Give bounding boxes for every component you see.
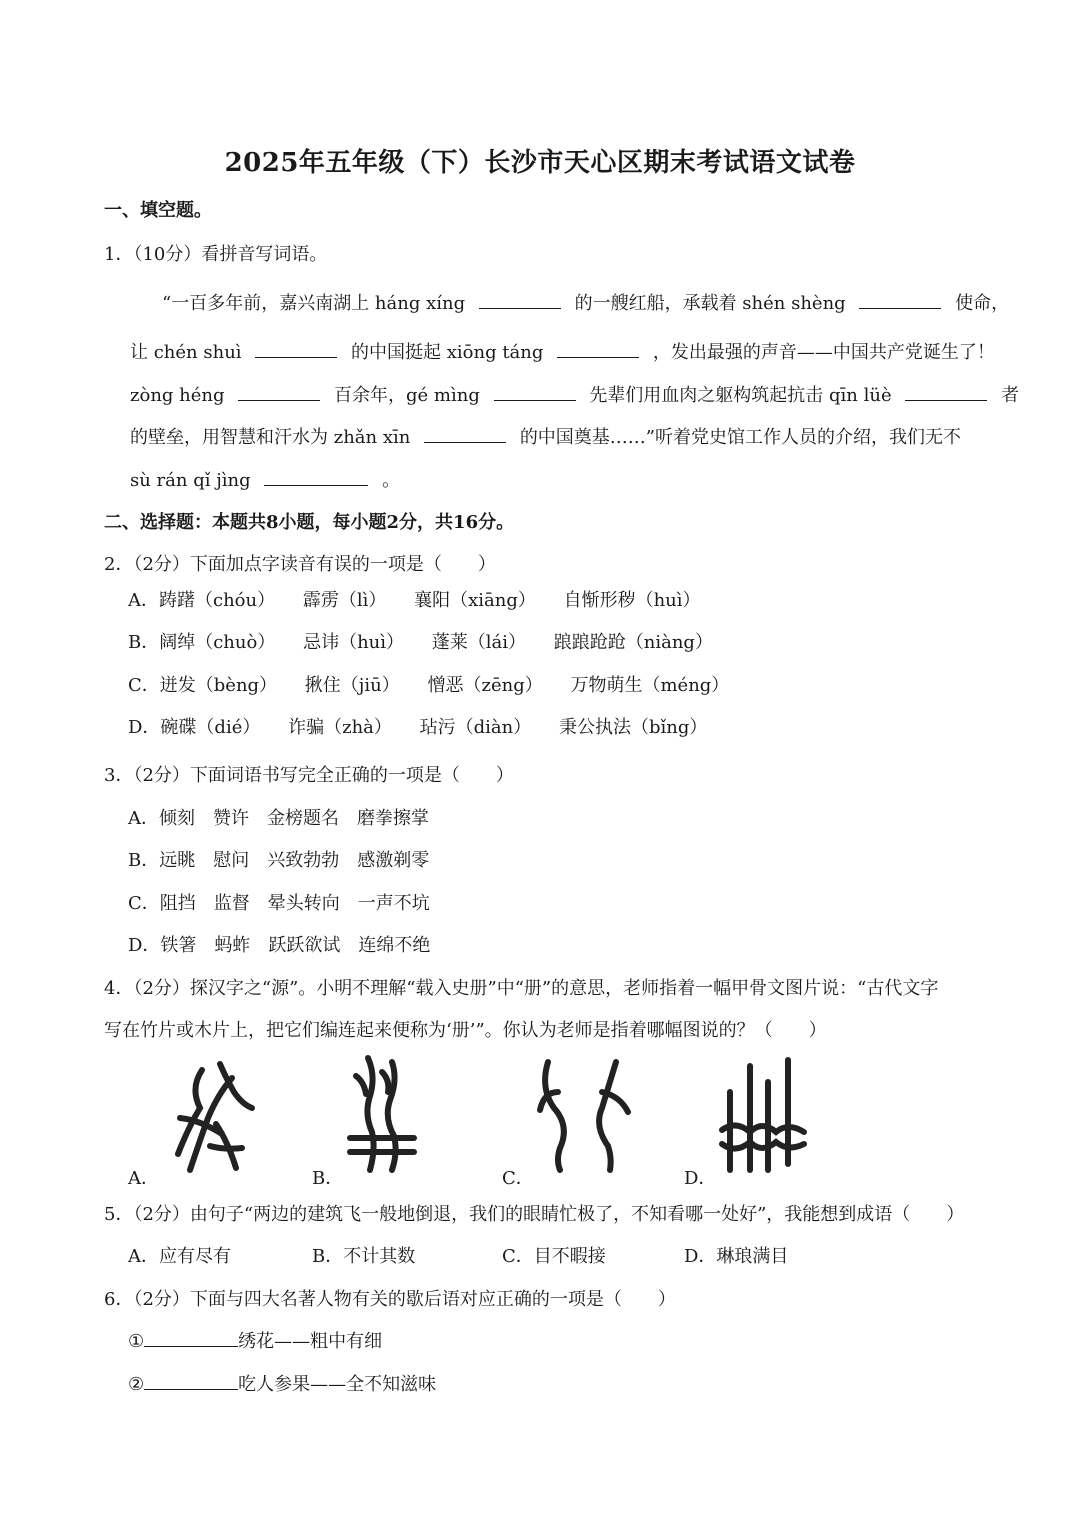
q2-c-item: 揪住（jiū） [304,675,400,696]
q1-line-1 [162,289,1009,315]
q1-text: 先辈们用血肉之躯构筑起抗击 qīn lüè [589,385,892,406]
q2-b-item: 踉踉跄跄（niàng） [553,632,713,653]
answer-blank[interactable] [424,441,506,443]
q2-a-item: 自惭形秽（huì） [563,590,701,611]
q2-b-item: 忌讳（huì） [303,632,405,653]
oracle-glyph-c[interactable] [530,1052,640,1174]
q1-text: 。 [382,470,401,491]
answer-blank[interactable] [238,399,320,401]
section-heading-fill: 一、填空题。 [104,200,212,221]
q1-line-5 [130,466,400,492]
q2-heading: 2．（2分）下面加点字读音有误的一项是（ ） [104,554,496,575]
q1-text: 的中国挺起 xiōng táng [351,342,544,363]
q3-option-c[interactable]: C．阻挡 监督 晕头转向 一声不坑 [128,893,430,914]
q5-option-c[interactable]: C．目不暇接 [502,1246,606,1267]
answer-blank[interactable] [479,307,561,309]
answer-blank[interactable] [144,1345,238,1347]
section-heading-choice: 二、选择题：本题共8小题，每小题2分，共16分。 [104,512,515,533]
q6-item-2 [128,1370,436,1396]
answer-blank[interactable] [144,1388,238,1390]
q2-d-item: 玷污（diàn） [419,717,532,738]
q3-option-a[interactable]: A．倾刻 赞许 金榜题名 磨拳擦掌 [128,808,429,829]
q6-item-number: ① [128,1331,145,1352]
q3-option-d[interactable]: D．铁箸 蚂蚱 跃跃欲试 连绵不绝 [128,935,431,956]
q2-c-item: 万物萌生（méng） [570,675,730,696]
q1-text: ，发出最强的声音——中国共产党诞生了！ [652,342,995,363]
q2-option-b[interactable] [128,628,735,654]
q5-option-d[interactable]: D．琳琅满目 [684,1246,789,1267]
answer-blank[interactable] [905,399,987,401]
q1-text: zòng héng [130,385,225,406]
q1-text: 让 chén shuì [130,342,242,363]
q1-heading: 1．（10分）看拼音写词语。 [104,244,328,265]
answer-blank[interactable] [557,356,639,358]
page-title: 2025年五年级（下）长沙市天心区期末考试语文试卷 [224,148,856,178]
q5-option-a[interactable]: A．应有尽有 [128,1246,231,1267]
q4-line-1: 4．（2分）探汉字之“源”。小明不理解“载入史册”中“册”的意思，老师指着一幅甲骨文图片说：“古代文字 [104,978,939,999]
q1-line-4 [130,423,961,449]
q4-option-b-label[interactable]: B． [312,1168,344,1189]
answer-blank[interactable] [859,307,941,309]
q1-text: 的壁垒，用智慧和汗水为 zhǎn xīn [130,427,411,448]
q4-option-a-label[interactable]: A． [128,1168,159,1189]
q1-text: 者 [1001,385,1020,406]
q4-line-2: 写在竹片或木片上，把它们编连起来便称为‘册’”。你认为老师是指着哪幅图说的？（ ） [104,1020,827,1041]
oracle-glyph-d[interactable] [716,1052,812,1174]
q1-text: “一百多年前，嘉兴南湖上 háng xíng [162,293,466,314]
q1-text: 的中国奠基……”听着党史馆工作人员的介绍，我们无不 [519,427,962,448]
q2-a-item: 霹雳（lì） [302,590,387,611]
answer-blank[interactable] [255,356,337,358]
q2-b-item: B．阔绰（chuò） [128,632,276,653]
q6-heading: 6．（2分）下面与四大名著人物有关的歇后语对应正确的一项是（ ） [104,1289,676,1310]
q2-d-item: 诈骗（zhà） [288,717,392,738]
q1-text: 百余年，gé mìng [334,385,480,406]
oracle-glyph-a[interactable] [160,1058,260,1176]
q2-option-a[interactable] [128,586,723,612]
q6-item-text: 绣花——粗中有细 [238,1331,383,1352]
q6-item-1 [128,1327,382,1353]
answer-blank[interactable] [494,399,576,401]
q2-a-item: 襄阳（xiāng） [414,590,536,611]
q2-option-d[interactable] [128,713,729,739]
q1-line-3 [130,381,1019,407]
q1-text: 使命， [955,293,1010,314]
answer-blank[interactable] [264,484,368,486]
q2-b-item: 蓬莱（lái） [431,632,527,653]
q2-d-item: 秉公执法（bǐng） [559,717,708,738]
q5-option-b[interactable]: B．不计其数 [312,1246,416,1267]
q4-option-d-label[interactable]: D． [684,1168,717,1189]
q2-d-item: D．碗碟（dié） [128,717,261,738]
q6-item-text: 吃人参果——全不知滋味 [238,1374,437,1395]
q2-c-item: 憎恶（zēng） [427,675,543,696]
oracle-glyph-b[interactable] [342,1052,422,1174]
q2-c-item: C．迸发（bèng） [128,675,278,696]
q1-line-2 [130,338,995,364]
q2-a-item: A．踌躇（chóu） [128,590,276,611]
q1-text: sù rán qǐ jìng [130,470,251,491]
q4-option-c-label[interactable]: C． [502,1168,534,1189]
q6-item-number: ② [128,1374,145,1395]
q2-option-c[interactable] [128,671,751,697]
q3-option-b[interactable]: B．远眺 慰问 兴致勃勃 感激剃零 [128,850,430,871]
q1-text: 的一艘红船，承载着 shén shèng [574,293,846,314]
q3-heading: 3．（2分）下面词语书写完全正确的一项是（ ） [104,765,514,786]
q5-heading: 5．（2分）由句子“两边的建筑飞一般地倒退，我们的眼睛忙极了，不知看哪一处好”，我能想到成语（ ） [104,1204,965,1225]
